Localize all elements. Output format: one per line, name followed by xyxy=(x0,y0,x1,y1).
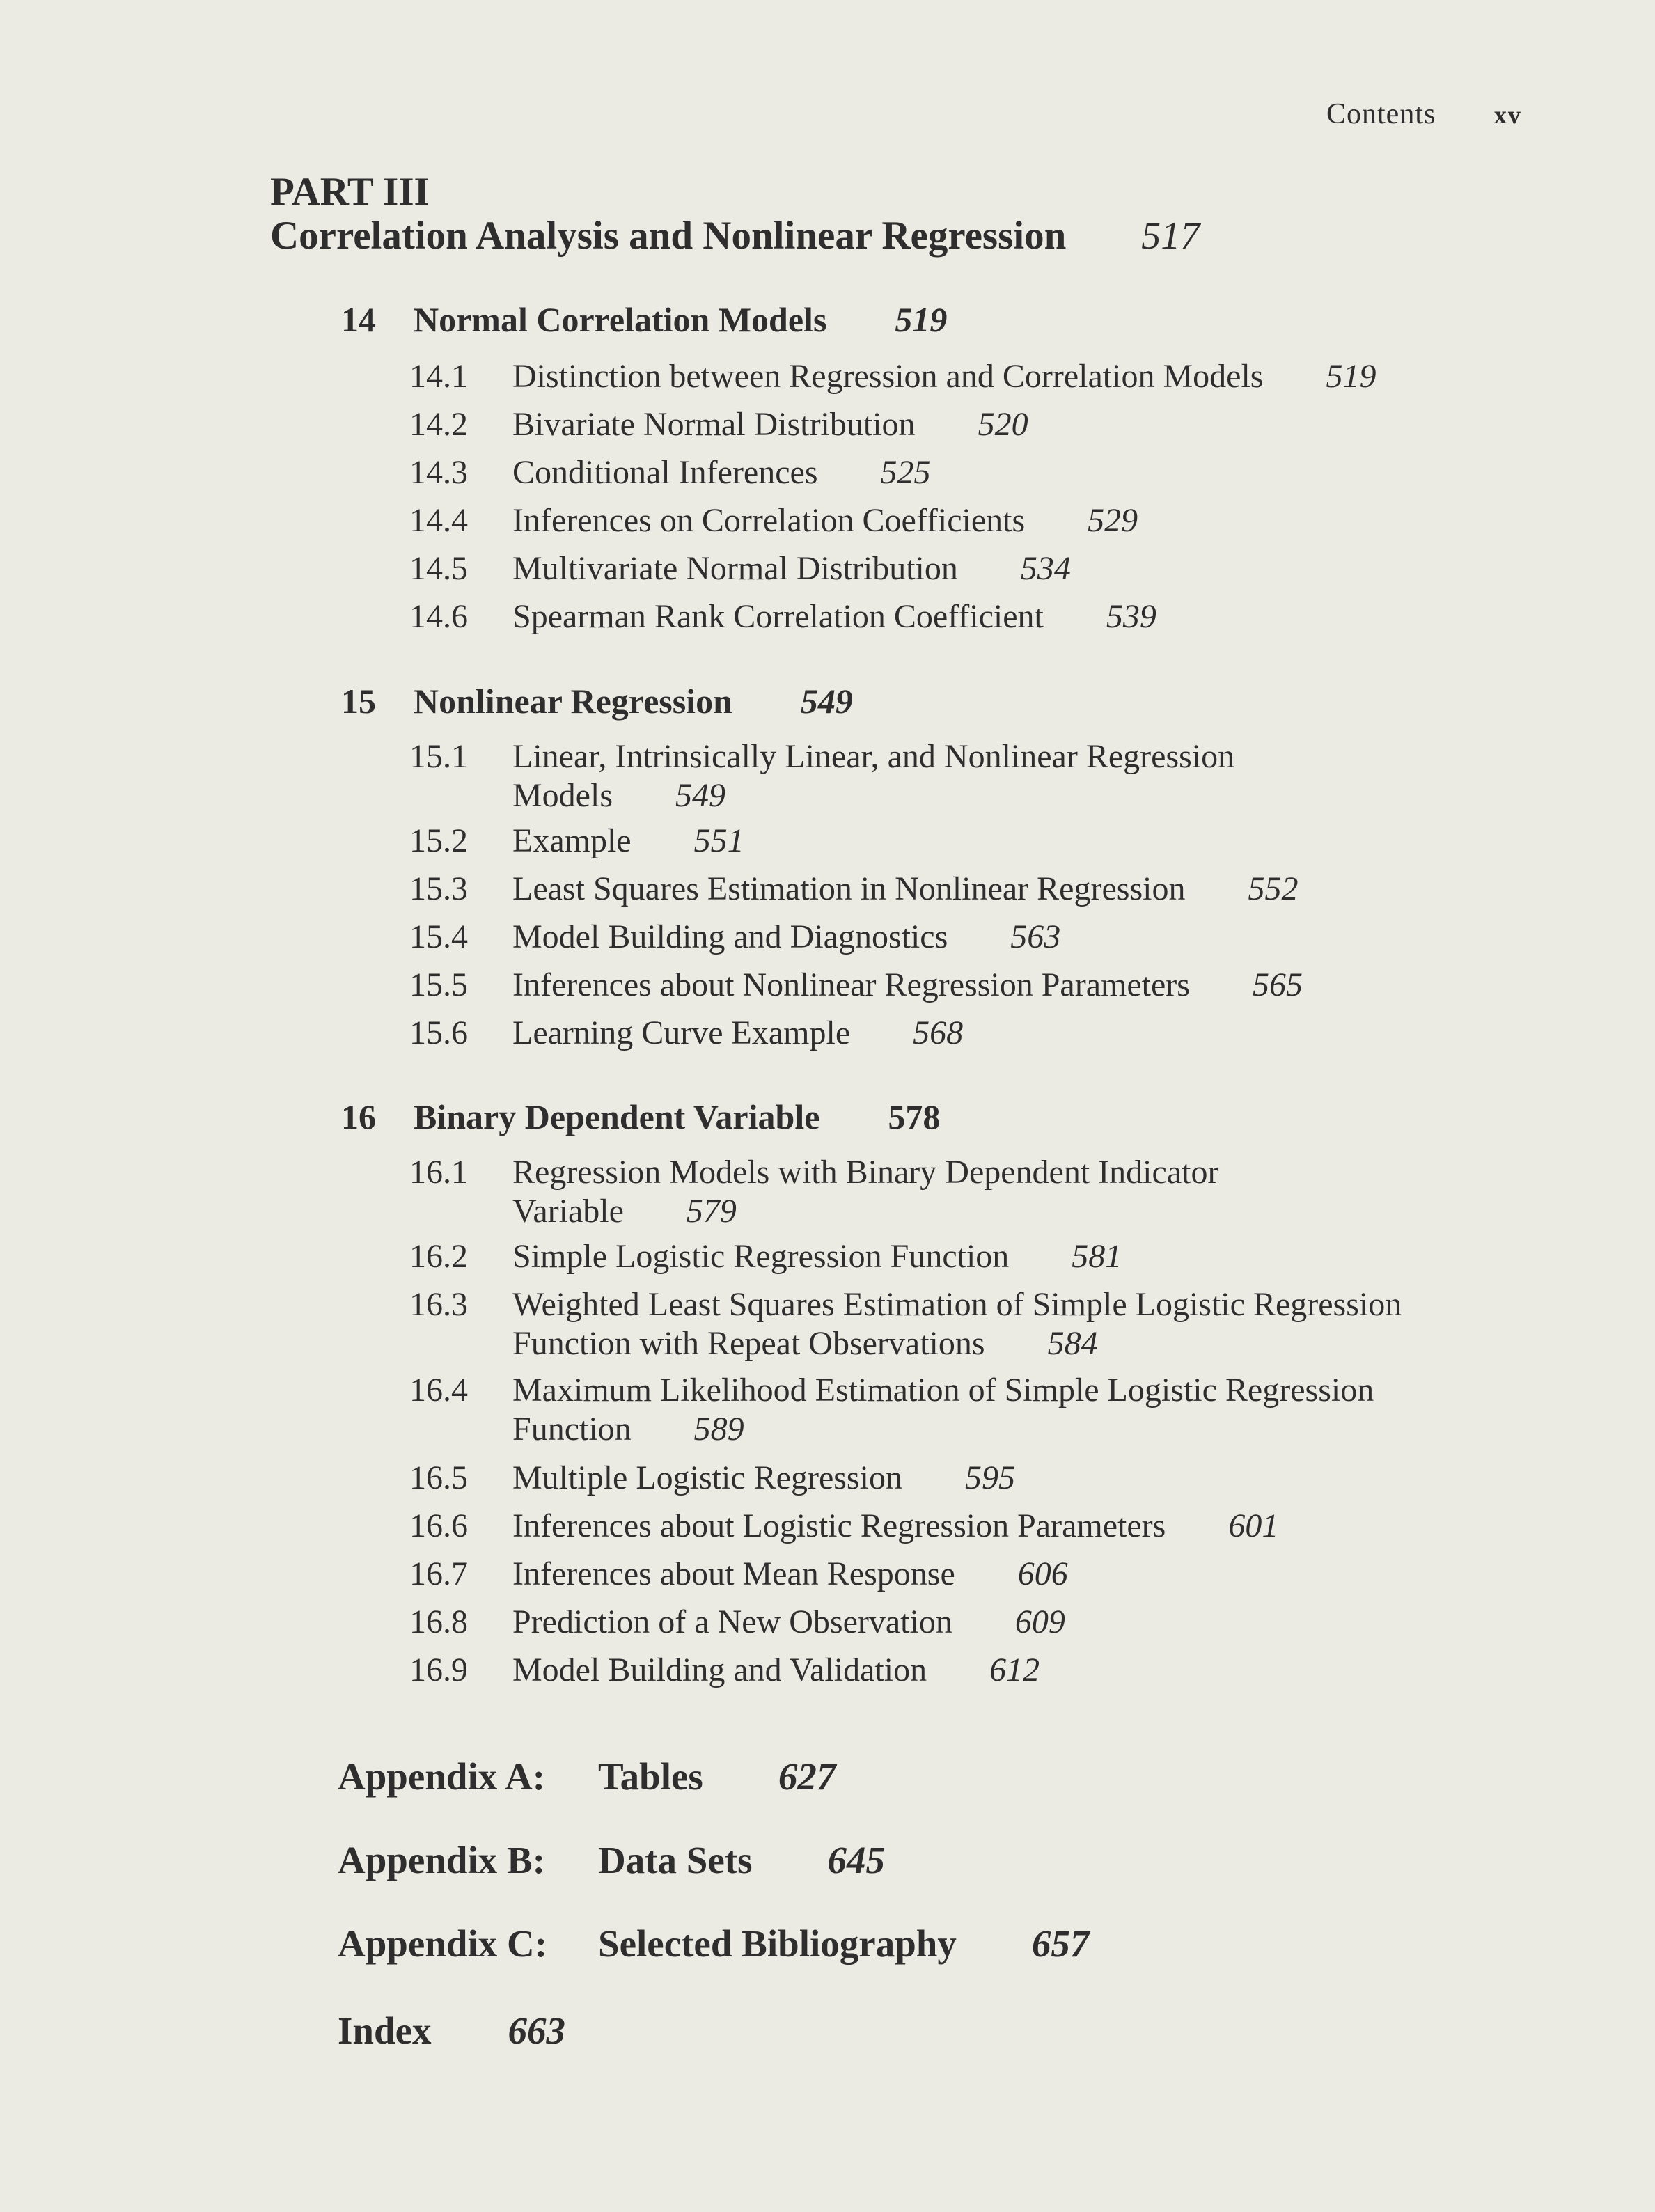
section-page: 551 xyxy=(693,822,744,859)
section-number: 14.3 xyxy=(409,454,468,491)
toc-entry xyxy=(409,918,1060,957)
part-title-text: Correlation Analysis and Nonlinear Regression xyxy=(270,214,1067,258)
section-number: 14.4 xyxy=(409,502,468,539)
section-number: 14.2 xyxy=(409,406,468,443)
toc-entry xyxy=(409,1153,1218,1231)
toc-entry xyxy=(409,1285,1402,1363)
section-title: Spearman Rank Correlation Coefficient xyxy=(512,598,1044,635)
section-page: 609 xyxy=(1014,1603,1065,1640)
index-page: 663 xyxy=(508,2009,565,2052)
chapter-heading xyxy=(341,681,853,721)
section-page: 565 xyxy=(1252,966,1303,1003)
section-title: Inferences about Mean Response xyxy=(512,1555,955,1592)
appendix-entry xyxy=(338,1922,1089,1966)
toc-entry xyxy=(409,966,1303,1005)
section-title: Learning Curve Example xyxy=(512,1014,851,1051)
appendix-label: Appendix C: xyxy=(338,1922,548,1965)
section-page: 584 xyxy=(1047,1325,1098,1362)
section-number: 15.6 xyxy=(409,1014,468,1051)
section-title-continued: Variable xyxy=(512,1193,624,1230)
index-entry xyxy=(338,2009,565,2053)
section-page: 519 xyxy=(1326,358,1376,395)
toc-entry xyxy=(409,549,1071,588)
section-title: Inferences about Logistic Regression Parameters xyxy=(512,1507,1166,1544)
section-page: 568 xyxy=(913,1014,964,1051)
section-page: 534 xyxy=(1020,550,1071,587)
section-page: 595 xyxy=(964,1459,1015,1496)
section-title: Distinction between Regression and Correlation Models xyxy=(512,358,1264,395)
section-title: Inferences on Correlation Coefficients xyxy=(512,502,1026,539)
appendix-label: Appendix B: xyxy=(338,1839,546,1881)
section-page: 529 xyxy=(1088,502,1138,539)
chapter-title: Nonlinear Regression xyxy=(414,682,732,721)
toc-entry xyxy=(409,357,1376,396)
appendix-entry xyxy=(338,1755,836,1798)
section-page: 552 xyxy=(1248,870,1299,907)
section-page: 581 xyxy=(1072,1238,1122,1275)
section-page: 525 xyxy=(880,454,931,491)
part-title xyxy=(270,213,1200,258)
toc-entry xyxy=(409,501,1138,540)
section-title: Weighted Least Squares Estimation of Simple Logistic Regression xyxy=(512,1286,1402,1323)
toc-entry xyxy=(409,1555,1068,1594)
chapter-number: 16 xyxy=(341,1097,376,1136)
section-title: Model Building and Diagnostics xyxy=(512,918,948,955)
section-number: 14.5 xyxy=(409,550,468,587)
appendix-page: 645 xyxy=(827,1839,886,1881)
section-number: 15.3 xyxy=(409,870,468,907)
index-label: Index xyxy=(338,2009,432,2052)
section-number: 16.8 xyxy=(409,1603,468,1640)
chapter-page: 578 xyxy=(888,1097,941,1136)
section-page: 579 xyxy=(686,1193,737,1230)
section-number: 16.4 xyxy=(409,1372,468,1409)
section-title: Maximum Likelihood Estimation of Simple Logistic Regression xyxy=(512,1372,1374,1409)
section-page: 601 xyxy=(1228,1507,1279,1544)
appendix-entry xyxy=(338,1838,885,1882)
appendix-title: Selected Bibliography xyxy=(598,1922,957,1965)
part-page: 517 xyxy=(1141,214,1200,258)
toc-entry xyxy=(409,1651,1040,1690)
running-head xyxy=(1326,97,1522,131)
section-number: 15.2 xyxy=(409,822,468,859)
section-title: Simple Logistic Regression Function xyxy=(512,1238,1010,1275)
section-number: 16.3 xyxy=(409,1286,468,1323)
toc-entry xyxy=(409,870,1298,909)
section-page: 520 xyxy=(978,406,1028,443)
chapter-heading xyxy=(341,299,947,340)
section-title-continued: Models xyxy=(512,777,613,814)
section-page: 606 xyxy=(1017,1555,1068,1592)
running-head-page-number: xv xyxy=(1493,101,1522,129)
section-title: Model Building and Validation xyxy=(512,1652,927,1688)
section-number: 16.6 xyxy=(409,1507,468,1544)
appendix-label: Appendix A: xyxy=(338,1755,546,1798)
section-title: Inferences about Nonlinear Regression Parameters xyxy=(512,966,1190,1003)
toc-entry xyxy=(409,1237,1122,1276)
chapter-title: Binary Dependent Variable xyxy=(414,1097,820,1136)
chapter-page: 519 xyxy=(895,300,948,339)
section-page: 549 xyxy=(675,777,725,814)
toc-entry xyxy=(409,1371,1374,1449)
section-title: Bivariate Normal Distribution xyxy=(512,406,916,443)
chapter-number: 15 xyxy=(341,682,376,721)
toc-entry xyxy=(409,405,1028,444)
appendix-title: Tables xyxy=(598,1755,703,1798)
section-page: 563 xyxy=(1010,918,1061,955)
section-title: Regression Models with Binary Dependent Indicator xyxy=(512,1154,1219,1191)
toc-entry xyxy=(409,737,1234,815)
appendix-page: 627 xyxy=(778,1755,836,1798)
section-number: 15.5 xyxy=(409,966,468,1003)
appendix-page: 657 xyxy=(1031,1922,1090,1965)
section-title: Linear, Intrinsically Linear, and Nonlinear Regression xyxy=(512,738,1235,775)
section-title-continued: Function xyxy=(512,1411,632,1448)
toc-entry xyxy=(409,822,744,861)
section-number: 15.4 xyxy=(409,918,468,955)
section-page: 612 xyxy=(989,1652,1040,1688)
section-number: 15.1 xyxy=(409,738,468,775)
section-title: Conditional Inferences xyxy=(512,454,818,491)
section-number: 16.9 xyxy=(409,1652,468,1688)
toc-entry xyxy=(409,1459,1015,1498)
section-number: 16.5 xyxy=(409,1459,468,1496)
part-label: PART III xyxy=(270,170,430,214)
chapter-heading xyxy=(341,1097,940,1137)
section-title: Multiple Logistic Regression xyxy=(512,1459,902,1496)
section-number: 14.6 xyxy=(409,598,468,635)
appendix-title: Data Sets xyxy=(598,1839,753,1881)
section-title: Multivariate Normal Distribution xyxy=(512,550,958,587)
section-title: Example xyxy=(512,822,632,859)
toc-entry xyxy=(409,597,1156,636)
toc-entry xyxy=(409,453,931,492)
section-title-continued: Function with Repeat Observations xyxy=(512,1325,985,1362)
chapter-page: 549 xyxy=(800,682,853,721)
toc-entry xyxy=(409,1014,963,1053)
toc-entry xyxy=(409,1603,1065,1642)
section-title: Prediction of a New Observation xyxy=(512,1603,952,1640)
toc-entry xyxy=(409,1507,1278,1546)
chapter-number: 14 xyxy=(341,300,376,339)
section-page: 539 xyxy=(1106,598,1156,635)
section-number: 16.1 xyxy=(409,1154,468,1191)
section-number: 16.7 xyxy=(409,1555,468,1592)
running-head-label: Contents xyxy=(1326,98,1436,130)
section-page: 589 xyxy=(693,1411,744,1448)
chapter-title: Normal Correlation Models xyxy=(414,300,827,339)
section-number: 16.2 xyxy=(409,1238,468,1275)
section-title: Least Squares Estimation in Nonlinear Regression xyxy=(512,870,1186,907)
section-number: 14.1 xyxy=(409,358,468,395)
